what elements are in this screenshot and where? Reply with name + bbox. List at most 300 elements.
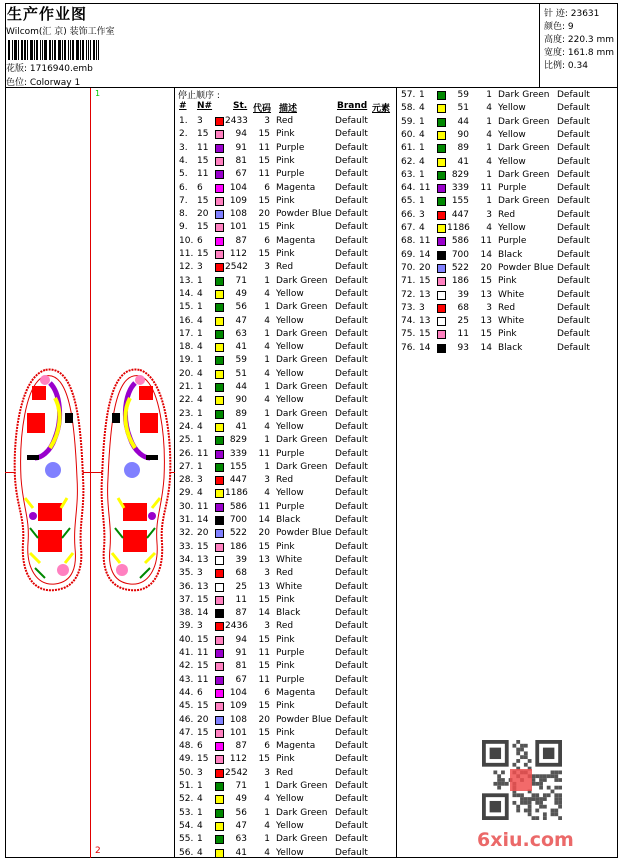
color-code: 4 [264, 395, 270, 406]
stitch-count: 108 [229, 714, 247, 725]
thread-brand: Default [557, 143, 590, 154]
color-swatch [215, 290, 224, 299]
stop-row [397, 315, 619, 328]
stitch-count: 101 [229, 222, 247, 233]
color-code: 15 [258, 754, 270, 765]
color-code: 4 [264, 315, 270, 326]
stop-row [175, 394, 397, 407]
color-swatch [437, 131, 446, 140]
thread-brand: Default [335, 515, 368, 525]
color-swatch [215, 636, 224, 645]
color-swatch [215, 702, 224, 711]
stop-row [397, 209, 619, 222]
thread-brand: Default [557, 90, 590, 100]
needle-number: 13 [419, 289, 431, 300]
color-swatch [215, 210, 224, 219]
color-description: Yellow [276, 488, 304, 499]
thread-brand: Default [557, 316, 590, 327]
thread-brand: Default [557, 262, 590, 273]
color-description: Purple [276, 674, 305, 685]
color-swatch [215, 144, 224, 153]
thread-brand: Default [335, 621, 368, 632]
stop-index: 17. [179, 328, 194, 339]
barcode-bar [76, 40, 79, 60]
stop-index: 48. [179, 741, 194, 752]
stop-index: 52. [179, 794, 194, 805]
color-description: Yellow [498, 156, 526, 167]
stop-index: 69. [401, 249, 416, 260]
stop-index: 71. [401, 276, 416, 287]
qr-module [539, 805, 543, 809]
stitch-count: 44 [235, 382, 247, 392]
thread-brand: Default [335, 834, 368, 845]
qr-module [543, 816, 547, 820]
color-swatch [215, 450, 224, 459]
stop-index: 64. [401, 183, 416, 194]
qr-module [535, 774, 539, 778]
stop-row [175, 354, 397, 367]
stop-row [175, 594, 397, 607]
stitch-count: 87 [235, 608, 247, 619]
stitch-count: 447 [229, 475, 247, 486]
qr-module [532, 778, 536, 782]
barcode-bar [27, 40, 28, 60]
stop-row [175, 780, 397, 793]
thread-brand: Default [335, 209, 368, 220]
col-header-index: # [179, 101, 187, 111]
stitch-count: 2436 [225, 621, 248, 632]
needle-number: 14 [197, 608, 209, 619]
color-description: Black [498, 342, 523, 353]
stitch-count: 63 [235, 834, 247, 845]
color-code: 1 [264, 328, 270, 339]
color-description: Pink [276, 701, 295, 712]
color-description: Yellow [276, 288, 304, 299]
stop-row [175, 182, 397, 195]
stitch-count: 56 [235, 807, 247, 818]
stop-row [175, 235, 397, 248]
stop-row [175, 208, 397, 221]
stop-row [175, 341, 397, 354]
needle-number: 11 [197, 448, 209, 459]
barcode-bar [36, 40, 38, 60]
stop-index: 46. [179, 714, 194, 725]
stitch-count: 49 [235, 794, 247, 805]
color-description: Dark Green [498, 90, 550, 100]
stitch-count: 90 [457, 129, 469, 140]
color-description: Dark Green [498, 196, 550, 207]
thread-brand: Default [557, 276, 590, 287]
qr-module [524, 751, 528, 755]
qr-module [532, 774, 536, 778]
stop-row [175, 634, 397, 647]
stop-row [175, 687, 397, 700]
needle-number: 15 [197, 727, 209, 738]
color-description: Black [498, 249, 523, 260]
color-code: 11 [258, 169, 270, 180]
stop-index: 37. [179, 594, 194, 605]
thread-brand: Default [335, 501, 368, 512]
color-description: Purple [276, 448, 305, 459]
needle-number: 4 [419, 103, 425, 114]
stop-row [175, 408, 397, 421]
qr-module [520, 801, 524, 805]
qr-module [516, 809, 520, 813]
insole-embroidery-image [5, 358, 175, 608]
stop-row [175, 833, 397, 846]
color-swatch [437, 264, 446, 273]
color-swatch [437, 304, 446, 313]
qr-module [543, 812, 547, 816]
color-swatch [437, 344, 446, 353]
stitch-count: 829 [229, 435, 247, 446]
stitch-count: 155 [451, 196, 469, 207]
stitch-count: 71 [235, 781, 247, 791]
stitch-count: 522 [229, 528, 247, 539]
thread-brand: Default [335, 355, 368, 366]
stop-index: 44. [179, 687, 194, 698]
needle-number: 1 [197, 834, 203, 845]
qr-module [520, 755, 524, 759]
qr-module [501, 778, 505, 782]
stitch-count: 700 [451, 249, 469, 260]
qr-module [535, 801, 539, 805]
stop-row [175, 541, 397, 554]
stop-index: 34. [179, 554, 194, 565]
stitch-count: 94 [235, 634, 247, 645]
color-code: 11 [258, 448, 270, 459]
stop-index: 24. [179, 421, 194, 432]
color-code: 15 [258, 727, 270, 738]
qr-module [535, 816, 539, 820]
barcode-bar [80, 40, 81, 60]
stop-index: 66. [401, 209, 416, 220]
qr-module [528, 759, 532, 763]
stat-width: 宽度: 161.8 mm [544, 48, 615, 58]
color-description: Dark Green [276, 408, 328, 419]
stop-sequence-label: 停止顺序 : [178, 91, 220, 101]
color-description: Dark Green [276, 275, 328, 286]
stop-row [175, 301, 397, 314]
stop-index: 72. [401, 289, 416, 300]
color-code: 14 [480, 342, 492, 353]
thread-brand: Default [335, 661, 368, 672]
needle-number: 15 [197, 541, 209, 552]
stop-index: 25. [179, 435, 194, 446]
needle-number: 15 [197, 222, 209, 233]
qr-module [535, 782, 539, 786]
needle-number: 1 [197, 328, 203, 339]
qr-module [532, 816, 536, 820]
stop-index: 21. [179, 382, 194, 392]
stop-row [397, 249, 619, 262]
qr-module [551, 790, 555, 794]
barcode-bar [42, 40, 43, 60]
barcode-bar [30, 40, 33, 60]
stitch-count: 25 [457, 316, 469, 327]
stop-row [175, 514, 397, 527]
color-description: Pink [498, 329, 517, 340]
color-description: Red [276, 621, 294, 632]
thread-brand: Default [335, 714, 368, 725]
stop-row [397, 142, 619, 155]
color-description: Black [276, 608, 301, 619]
stop-row [397, 129, 619, 142]
color-code: 1 [264, 275, 270, 286]
needle-number: 13 [197, 554, 209, 565]
color-description: Yellow [498, 129, 526, 140]
qr-module [524, 809, 528, 813]
barcode-bar [62, 40, 63, 60]
stitch-count: 94 [235, 129, 247, 140]
stop-row [175, 714, 397, 727]
color-code: 4 [264, 342, 270, 353]
stitch-count: 63 [235, 328, 247, 339]
needle-number: 15 [197, 155, 209, 166]
color-description: Pink [276, 727, 295, 738]
color-code: 4 [264, 488, 270, 499]
stitch-count: 11 [457, 329, 469, 340]
color-code: 3 [264, 621, 270, 632]
qr-module [554, 786, 558, 790]
color-code: 11 [480, 236, 492, 247]
barcode-bar [14, 40, 17, 60]
stitch-count: 67 [235, 169, 247, 180]
needle-number: 14 [419, 249, 431, 260]
needle-number: 15 [197, 594, 209, 605]
color-swatch [437, 91, 446, 100]
qr-module [547, 793, 551, 797]
qr-module [528, 812, 532, 816]
barcode-bar [98, 40, 99, 60]
thread-brand: Default [557, 249, 590, 260]
needle-number: 3 [419, 302, 425, 313]
color-swatch [215, 689, 224, 698]
col-header-brand: Brand [337, 101, 368, 111]
stop-row [175, 501, 397, 514]
company-name: Wilcom(汇 京) 装饰工作室 [6, 27, 115, 37]
color-code: 4 [486, 129, 492, 140]
color-description: Purple [276, 142, 305, 153]
thread-brand: Default [335, 142, 368, 153]
color-swatch [215, 729, 224, 738]
needle-number: 4 [419, 129, 425, 140]
color-code: 15 [258, 249, 270, 259]
stop-row [397, 262, 619, 275]
color-description: Red [276, 475, 294, 486]
stitch-count: 93 [457, 342, 469, 353]
barcode-bar [86, 40, 87, 60]
barcode-bar [21, 40, 23, 60]
qr-module [554, 809, 558, 813]
color-description: Dark Green [276, 355, 328, 366]
qr-module [501, 770, 505, 774]
color-swatch [437, 144, 446, 153]
color-code: 13 [258, 554, 270, 565]
header-left [5, 3, 540, 87]
stop-row [175, 421, 397, 434]
needle-number: 4 [197, 342, 203, 353]
barcode-bar [49, 40, 51, 60]
needle-number: 15 [197, 661, 209, 672]
needle-number: 3 [197, 475, 203, 486]
color-swatch [215, 755, 224, 764]
stitch-count: 104 [229, 687, 247, 698]
qr-module [558, 801, 562, 805]
needle-number: 4 [197, 820, 203, 831]
stop-index: 10. [179, 235, 194, 246]
color-code: 1 [264, 807, 270, 818]
qr-module [551, 809, 555, 813]
stop-index: 8. [179, 209, 188, 220]
qr-module [524, 801, 528, 805]
color-code: 15 [258, 594, 270, 605]
qr-module [554, 801, 558, 805]
color-description: Pink [276, 754, 295, 765]
stop-row [397, 102, 619, 115]
qr-module [551, 770, 555, 774]
stitch-count: 522 [451, 262, 469, 273]
needle-number: 15 [419, 276, 431, 287]
barcode-bar [12, 40, 13, 60]
needle-number: 4 [197, 368, 203, 379]
qr-module [490, 748, 501, 759]
color-description: Purple [498, 183, 527, 194]
color-swatch [215, 516, 224, 525]
color-code: 15 [480, 329, 492, 340]
color-swatch [215, 782, 224, 791]
qr-module [512, 763, 516, 767]
stop-row [175, 381, 397, 394]
qr-module [524, 797, 528, 801]
color-swatch [437, 330, 446, 339]
thread-brand: Default [335, 727, 368, 738]
stop-index: 11. [179, 249, 194, 259]
qr-module [558, 778, 562, 782]
needle-number: 20 [419, 262, 431, 273]
stop-index: 39. [179, 621, 194, 632]
color-description: Dark Green [498, 143, 550, 154]
color-swatch [215, 317, 224, 326]
color-swatch [215, 543, 224, 552]
stop-index: 45. [179, 701, 194, 712]
qr-module [558, 797, 562, 801]
needle-number: 1 [197, 275, 203, 286]
color-description: Magenta [276, 687, 316, 698]
color-swatch [437, 197, 446, 206]
color-code: 20 [480, 262, 492, 273]
color-swatch [215, 529, 224, 538]
colorway: 色位: Colorway 1 [6, 78, 81, 88]
thread-brand: Default [335, 528, 368, 539]
needle-number: 3 [197, 568, 203, 579]
stop-row [175, 567, 397, 580]
color-swatch [215, 423, 224, 432]
stat-scale: 比例: 0.34 [544, 61, 588, 71]
color-swatch [437, 224, 446, 233]
thread-brand: Default [335, 781, 368, 791]
stop-row [397, 289, 619, 302]
color-swatch [215, 157, 224, 166]
stitch-count: 700 [229, 515, 247, 525]
color-code: 1 [486, 143, 492, 154]
color-description: Dark Green [276, 807, 328, 818]
thread-brand: Default [335, 155, 368, 166]
thread-brand: Default [335, 541, 368, 552]
stop-row [175, 620, 397, 633]
color-code: 1 [264, 435, 270, 446]
stop-index: 6. [179, 182, 188, 193]
stop-row [175, 647, 397, 660]
stitch-count: 47 [235, 820, 247, 831]
qr-module [520, 797, 524, 801]
thread-brand: Default [557, 236, 590, 247]
needle-number: 11 [197, 142, 209, 153]
stop-row [175, 275, 397, 288]
stop-index: 41. [179, 648, 194, 658]
color-swatch [215, 835, 224, 844]
barcode [8, 40, 145, 60]
thread-brand: Default [335, 634, 368, 645]
color-swatch [215, 676, 224, 685]
qr-module [535, 809, 539, 813]
color-description: Powder Blue [276, 209, 332, 220]
stop-index: 73. [401, 302, 416, 313]
color-code: 20 [258, 528, 270, 539]
stitch-count: 339 [229, 448, 247, 459]
qr-module [520, 748, 524, 752]
barcode-bar [90, 40, 91, 60]
color-code: 13 [480, 316, 492, 327]
stop-row [175, 807, 397, 820]
thread-brand: Default [335, 435, 368, 446]
color-description: Red [276, 116, 294, 126]
color-code: 13 [258, 581, 270, 592]
needle-number: 15 [419, 329, 431, 340]
color-description: Pink [276, 155, 295, 166]
stop-row [175, 700, 397, 713]
stitch-count: 339 [451, 183, 469, 194]
stop-row [175, 448, 397, 461]
thread-brand: Default [335, 475, 368, 486]
header [5, 3, 618, 88]
stop-index: 3. [179, 142, 188, 153]
needle-number: 3 [419, 209, 425, 220]
stop-row [175, 315, 397, 328]
color-description: Dark Green [276, 302, 328, 313]
col-header-stitches: St. [233, 101, 248, 111]
thread-brand: Default [557, 289, 590, 300]
color-code: 3 [486, 302, 492, 313]
stop-row [397, 302, 619, 315]
qr-module [539, 801, 543, 805]
stop-index: 13. [179, 275, 194, 286]
stop-row [175, 115, 397, 128]
qr-module [547, 774, 551, 778]
color-code: 4 [264, 421, 270, 432]
barcode-bar [68, 40, 69, 60]
stat-height: 高度: 220.3 mm [544, 35, 615, 45]
thread-brand: Default [557, 223, 590, 233]
qr-module [516, 751, 520, 755]
barcode-bar [72, 40, 74, 60]
needle-number: 15 [197, 701, 209, 712]
color-swatch [215, 197, 224, 206]
qr-module [497, 778, 501, 782]
needle-number: 13 [197, 581, 209, 592]
qr-module [558, 786, 562, 790]
stitch-count: 109 [229, 195, 247, 206]
